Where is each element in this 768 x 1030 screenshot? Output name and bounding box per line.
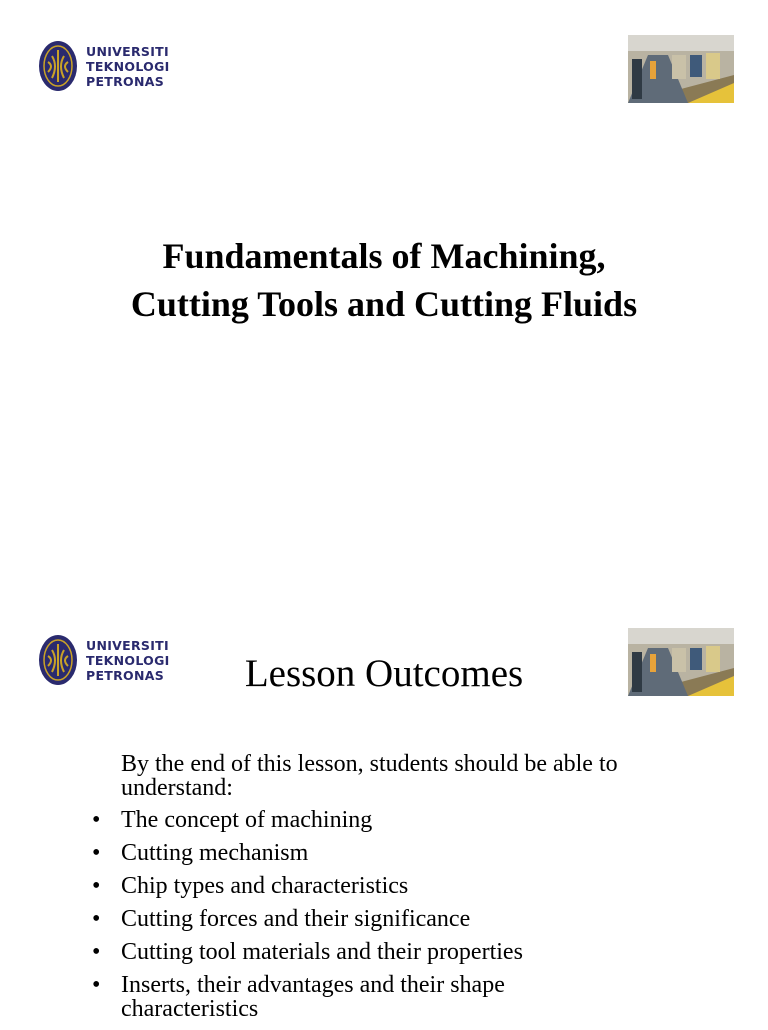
wordmark-line: UNIVERSITI (86, 43, 169, 59)
list-item (0, 874, 581, 898)
machine-shop-photo (628, 35, 734, 103)
presentation-title (0, 232, 768, 328)
title-line: Cutting Tools and Cutting Fluids (130, 284, 638, 324)
bullet: • (92, 807, 101, 833)
utp-wordmark (86, 44, 170, 89)
wordmark-line: UNIVERSITI (86, 637, 169, 653)
list-item (0, 841, 581, 865)
wordmark-line: PETRONAS (86, 667, 165, 683)
outcomes-list (0, 808, 768, 1030)
utp-emblem-icon (38, 40, 78, 92)
utp-logo (38, 40, 170, 92)
bullet: • (92, 939, 101, 965)
slide-lesson-outcomes (0, 590, 768, 1024)
list-item-text: Chip types and characteristics (121, 873, 409, 899)
list-item (0, 907, 581, 931)
intro-text: By the end of this lesson, students should be able to understand: (121, 751, 618, 801)
list-item-text: Cutting tool materials and their properties (121, 939, 523, 965)
bullet: • (92, 906, 101, 932)
list-item-text: The concept of machining (121, 807, 373, 833)
list-item-text: Inserts, their advantages and their shape characteristics (121, 972, 505, 1022)
list-item-text: Cutting mechanism (121, 840, 309, 866)
list-item (0, 973, 581, 1021)
bullet: • (92, 840, 101, 866)
wordmark-line: TEKNOLOGI (86, 652, 170, 668)
bullet: • (92, 972, 101, 998)
title-line: Fundamentals of Machining, (162, 236, 606, 276)
slide-title: Lesson Outcomes (244, 652, 524, 695)
list-item-text: Cutting forces and their significance (121, 906, 471, 932)
wordmark-line: TEKNOLOGI (86, 58, 170, 74)
list-item (0, 808, 581, 832)
wordmark-line: PETRONAS (86, 73, 165, 89)
bullet: • (92, 873, 101, 899)
list-item (0, 940, 581, 964)
